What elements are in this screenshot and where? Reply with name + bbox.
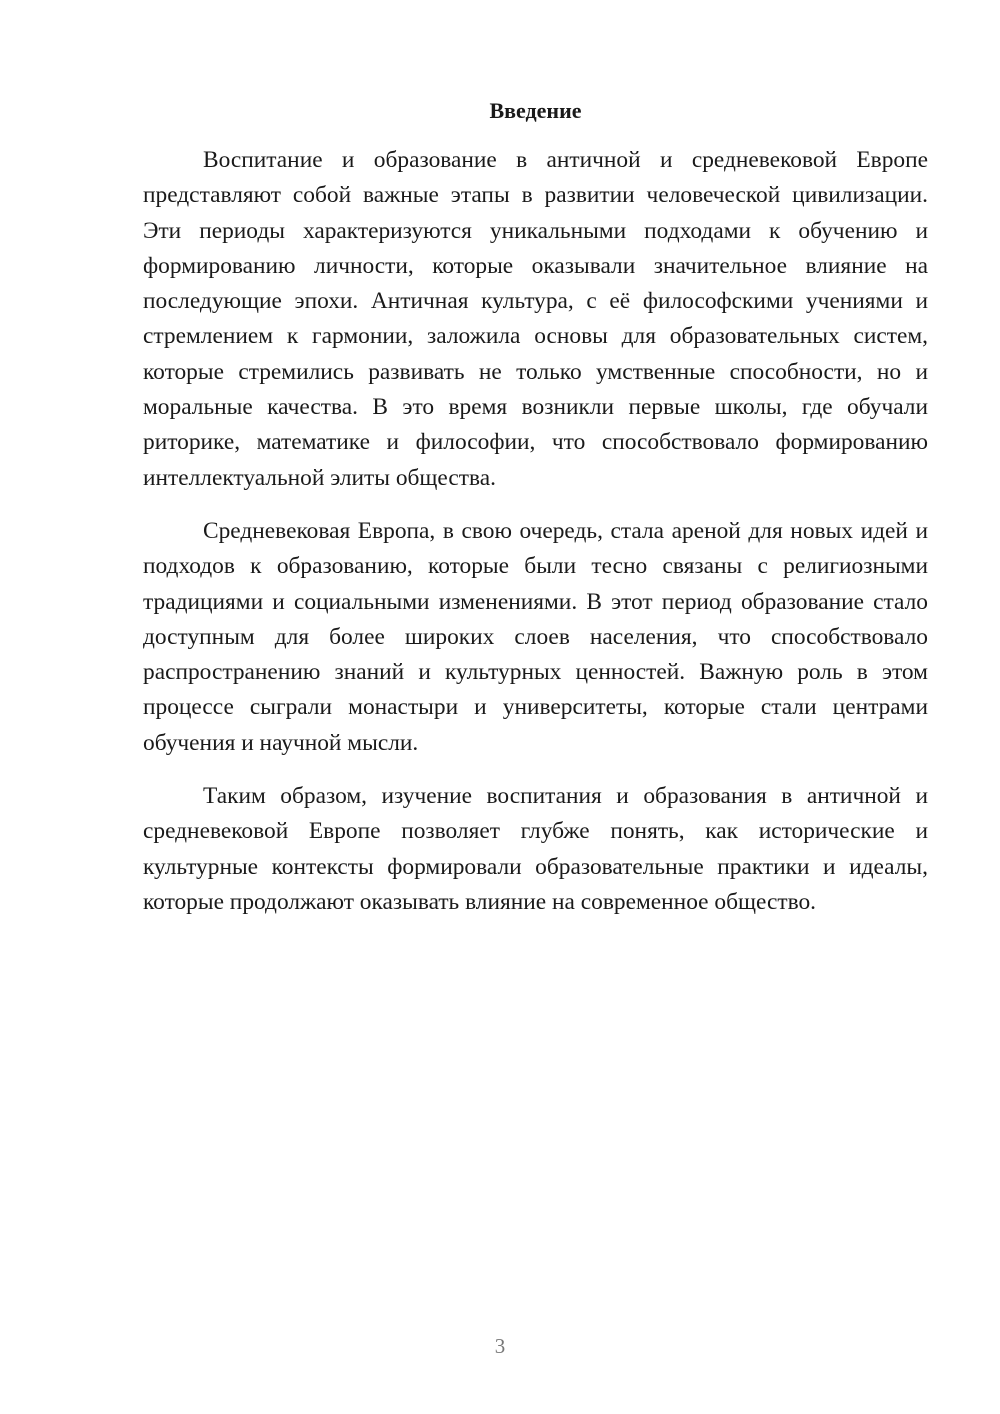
paragraph-medieval: Средневековая Европа, в свою очередь, стала ареной для новых идей и подходов к образованию, которые были тесно связаны с религиозными традициями и социальными изменениями. В этот период образование стало доступным для более широких слоев населения, что способствовало распространению знаний и культурных ценностей. Важную роль в этом процессе сыграли монастыри и университеты, которые стали центрами обучения и научной мысли. [143, 517, 928, 756]
section-title: Введение [489, 98, 582, 123]
page-number: 3 [494, 1334, 506, 1358]
body-text [143, 143, 928, 938]
paragraph-intro: Воспитание и образование в античной и средневековой Европе представляют собой важные этапы в развитии человеческой цивилизации. Эти периоды характеризуются уникальными подходами к обучению и формированию личности, которые оказывали значительное влияние на последующие эпохи. Античная культура, с её философскими учениями и стремлением к гармонии, заложила основы для образовательных систем, которые стремились развивать не только умственные способности, но и моральные качества. В это время возникли первые школы, где обучали риторике, математике и философии, что способствовало формированию интеллектуальной элиты общества. [143, 147, 928, 491]
paragraph-conclusion: Таким образом, изучение воспитания и образования в античной и средневековой Европе позволяет глубже понять, как исторические и культурные контексты формировали образовательные практики и идеалы, которые продолжают оказывать влияние на современное общество. [143, 783, 928, 915]
